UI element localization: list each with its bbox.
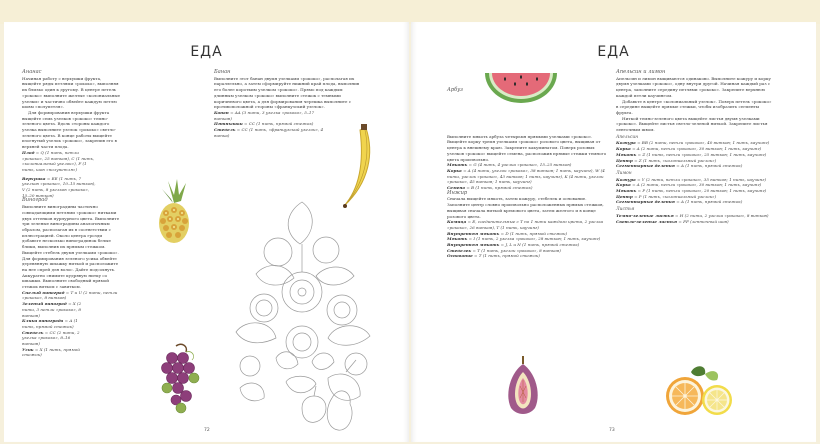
ingredient-line: Светло-зеленые листья = FF (ленточный шов) — [616, 218, 729, 224]
ingredient-line: Кожура = Y (2 нити, петли «рококо», 35 витков; 1 нить, каучинг) — [616, 176, 766, 182]
ingredient-line: Центр = P (1 нить, «колониальный узелок») — [616, 193, 717, 199]
section-title: Апельсин и лимон — [616, 69, 666, 75]
section-title: Арбуз — [447, 87, 463, 93]
orange-lemon-illustration — [661, 362, 741, 422]
page-number: 72 — [204, 428, 210, 433]
ingredient-line: Мякоть = P (1 нить, петли «рококо», 20 витков; 1 нить, каучинг) — [616, 188, 767, 194]
paragraph: Начиная работу с верхушки фрукта, выщейте ряды петлями «рококо», выполняя их близко один к другому. В центре петель «рококо» выполните желтые «колониальные узелки» и частично обвейте каждую петлю шовм «полупетля». — [22, 75, 121, 110]
right-page — [411, 22, 816, 442]
ingredient-line: Плод = Q (1 нить, петли «рококо», 25 витков), C (1 нить, «колониальный узелок»), F (1 нить, шов «полупетля») — [22, 149, 95, 172]
grapes-illustration — [154, 340, 204, 420]
ingredient-line: Верхушка = EE (1 нить, 7 узелков «рококо», 10–15 витков), V (2 нить, 8 узелков «рококо», 15–20 витков) — [22, 175, 96, 198]
ingredient-line: Спелый виноград = T и U (2 нити, петли «рококо», 8 витков) — [22, 289, 118, 301]
ingredient-line: Центр = Z (1 нить, «колониальный узелок») — [616, 157, 717, 163]
ingredient-line: Комица = E, соединительные с T по 1 нити каждого цвета, 2 узелка «рококо», 26 витков), T (1 нить, каучинг) — [447, 219, 604, 230]
ingredient-line: Банан = AA (3 нити, 3 узелка «рококо», 5–17 витков) — [214, 109, 315, 121]
page-title: ЕДА — [597, 44, 630, 60]
paragraph: Сначала выщейте мякоть, затем кожуру, стебелек и основание. Заполните центр словно произвольно расположенных прямых стежков, выщивая сначала ниткой кремового цвета, затем желтого и в конце розового цвета. — [447, 196, 604, 219]
fig-illustration — [503, 352, 543, 418]
ingredient-line: Усик = X (1 нить, прямой стежок) — [22, 346, 80, 358]
column-orange-lemon — [616, 70, 774, 224]
section-title: Виноград — [22, 197, 48, 204]
page-title: ЕДА — [190, 44, 223, 60]
subheading: Листья — [616, 207, 635, 213]
ingredient-line: Зеленый виноград = X (2 нити, 3 петли «рококо», 8 витков) — [22, 301, 82, 318]
left-page — [4, 22, 409, 442]
ingredient-line: Стебель = CC (1 нить, «французский узелок», 4 витка) — [214, 127, 324, 138]
column-watermelon-fig — [447, 88, 607, 259]
paragraph: Выполните виноградины частично совпадающими петлями «рококо» нитками двух оттенков пурпурного цвета. Выполните три зеленые виноградины аналогичным образом, располагая их в соответствии с иллюстрацией. Около центра грозди добавьте несколько виноградинок белые блики, выполнив их прямым стежком. Выщейте стебель двумя узелками «рококо». Для формирования зеленого усика обвейте деревянную шпажку ниткой и расположите на нее спрей для волос. Дайте подсохнуть. Аккуратно снимите кудрявую нитку со шпажки. Выполните свободный прямой стежок витком с завитком. — [22, 204, 120, 290]
ingredient-line: Семена = B (1 нить, прямой стежок) — [447, 185, 533, 191]
apple-pear-outline — [292, 378, 362, 436]
page-number: 73 — [609, 428, 615, 433]
ingredient-line: Сегментарные деления = A (1 нить, прямой стежок) — [616, 199, 743, 205]
top-band — [0, 0, 820, 24]
section-title: Банан — [214, 69, 231, 75]
ingredient-line: Кожура = BB (2 нити, петли «рококо», 40 витков; 1 нить, каучинг) — [616, 140, 770, 146]
ingredient-line: Блики винограда = A (1 нить, прямой стежок) — [22, 318, 78, 329]
ingredient-line: Пятнышки = CC (1 нить, прямой стежок) — [214, 121, 314, 127]
ingredient-line: Корка = A (2 нити, петли «рококо», 30 витков; 1 нить, каучинг) — [616, 146, 762, 152]
section-title: Ананас — [22, 69, 42, 75]
ingredient-line: Мякоть = Z (1 нить, петли «рококо», 25 витков; 1 нить, каучинг) — [616, 151, 767, 157]
ingredient-line: Темно-зеленые листья = H (2 нити, 2 узелка «рококо», 8 витков) — [616, 212, 769, 218]
paragraph: Добавьте в центре «колониальный узелок». Поверх петель «рококо» в середине выщейте прямые стежки, чтобы изобразить сегменты фрукта. — [616, 98, 772, 115]
ingredient-line: Сегментарные деления = A (1 нить, прямой стежок) — [616, 163, 743, 169]
column-pineapple-grape — [22, 70, 120, 358]
paragraph: Для формирования верхушки фрукта выщейте семь узелков «рококо» темно-зеленого цвета. Вдоль стороны каждого узелка выполните узелок «рококо» светло-зеленого цвета. В конце работы выщейте изогнутый узелок «рококо», закрепив его в верхней части плода. — [22, 109, 117, 150]
ingredient-line: Основание = T (1 нить, прямой стежок) — [447, 253, 540, 259]
paragraph: Апельсин и лимон выщиваются одинаково. Выполните кожуру и корку двумя узелками «рококо», одну внутри другой. Начиная каждый раз с центра, заполните середину петлями «рококо». Закрепите верхнюю каждой петли каучингом. — [616, 75, 771, 98]
pineapple-illustration — [144, 177, 204, 247]
ingredient-line: Внутренняя мякоть = J, L и N (1 нить, прямой стежок) — [447, 242, 580, 248]
ingredient-line: Внутренняя мякоть = D (1 нить, прямой стежок) — [447, 230, 567, 236]
subheading: Апельсин — [616, 134, 639, 140]
paragraph: Выполните этот банан двумя узелками «рококо», располагая их параллельно, а затем сформируйте нижний край плода, выполнив его более коротким узелком «рококо». Прямо под каждым длинным узелком «рококо» выполните стежок с темными коричневого цвета, а для формирования черешка выполните с противоположной стороны «французский узелок». — [214, 75, 360, 110]
ingredient-line: Корка = A (2 нити, петли «рококо», 30 витков; 1 нить, каучинг) — [616, 182, 762, 188]
ingredient-line: Мякоть = G (4 нить, 4 узелка «рококо», 15–25 витков) — [447, 162, 572, 168]
subheading: Лимон — [616, 170, 632, 176]
ingredient-line: Стебелек = T (1 нить, узелок «рококо», 8 витков) — [447, 247, 561, 253]
paragraph: Выполните мякоть арбуза четырьмя прямыми узелками «рококо». Выщейте корку тремя узелками «рококо» розового цвета, выщивая от центра к внешнему краю. Закрепите какуминатом. Поверх розовых узелков «рококо» выщейте семена, расположив прямые стежки темного цвета произвольно. — [447, 133, 607, 162]
ingredient-line: Стебель = CC (2 нити, 2 узелка «рококо», 8–16 витков) — [22, 329, 80, 347]
paragraph: Ниткой темно-зеленого цвета выщейте листья двумя узелками «рококо». Выщейте листья светло-зеленой ниткой. Закрепите листья ленточным швом. — [616, 115, 768, 133]
ingredient-line: Корка = A (4 нити, узелок «рококо», 38 витков; 1 нить, каучинг), W (4 нити, узелок «рококо», 43 витков; 1 нить, каучинг), K (4 нити, узелок «рококо», 45 витков; 1 нить, каучинг) — [447, 167, 605, 185]
ingredient-line: Мякоть = I (1 нить, 2 узелка «рококо», 28 витков; 1 нить, каучинг) — [447, 236, 601, 242]
section-title: Инжир — [447, 189, 468, 196]
